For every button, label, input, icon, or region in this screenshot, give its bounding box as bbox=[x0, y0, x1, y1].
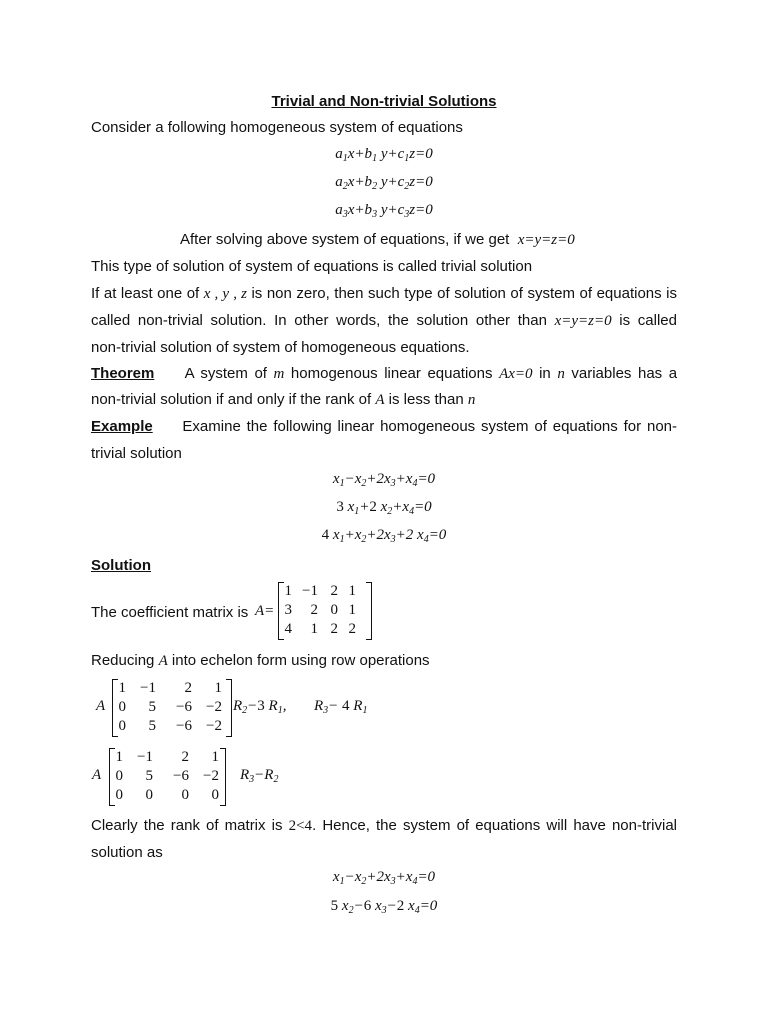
row-operation-1: $R_2-3$ $R_1$, bbox=[233, 698, 287, 716]
example-line-2: trivial solution bbox=[91, 445, 182, 462]
matrix-cell: 5 bbox=[145, 768, 153, 784]
matrix-cell: −6 bbox=[176, 718, 192, 734]
n-variable: n bbox=[557, 366, 565, 382]
matrix-cell: −1 bbox=[302, 583, 318, 599]
matrix-cell: 3 bbox=[284, 602, 292, 618]
solution-as-text: solution as bbox=[91, 844, 163, 861]
matrix-step2 bbox=[109, 748, 226, 806]
matrix-cell: 2 bbox=[310, 602, 318, 618]
trivial-equation-2: x=y=z=0 bbox=[554, 313, 612, 329]
after-solving-text: After solving above system of equations, if we get bbox=[180, 231, 510, 248]
matrix-cell: −2 bbox=[206, 718, 222, 734]
matrix-cell: 0 bbox=[115, 787, 123, 803]
trivial-equation: x=y=z=0 bbox=[517, 232, 575, 248]
example-equation-3: 4 $x_1+x_2+2x_3+2$ $x_4=0$ bbox=[321, 527, 447, 545]
matrix-step1 bbox=[112, 679, 232, 737]
nontrivial-text-2a: called non-trivial solution. In other words, the solution other than bbox=[91, 312, 547, 329]
matrix-cell: −6 bbox=[173, 768, 189, 784]
row-operation-2: $R_3- 4$ $R_1$ bbox=[314, 698, 368, 716]
example-equation-1: $x_1-x_2+2x_3+x_4=0$ bbox=[332, 471, 436, 489]
theorem-line-1 bbox=[91, 365, 677, 383]
a-label-step1: A bbox=[96, 698, 106, 714]
nontrivial-text-1b: is non zero, then such type of solution of system of equations is bbox=[251, 285, 677, 302]
intro-text: Consider a following homogeneous system of equations bbox=[91, 119, 463, 136]
matrix-cell: −1 bbox=[137, 749, 153, 765]
matrix-cell: 1 bbox=[284, 583, 292, 599]
matrix-cell: −2 bbox=[206, 699, 222, 715]
page-title: Trivial and Non-trivial Solutions bbox=[271, 93, 497, 110]
theorem-text-c: in bbox=[539, 365, 551, 382]
n-variable-2: n bbox=[467, 392, 476, 408]
matrix-cell: 0 bbox=[145, 787, 153, 803]
coefficient-text: The coefficient matrix is bbox=[91, 604, 249, 621]
theorem-label: Theorem bbox=[91, 365, 155, 382]
trivial-definition: This type of solution of system of equations is called trivial solution bbox=[91, 258, 533, 275]
matrix-cell: 0 bbox=[211, 787, 219, 803]
matrix-cell: 0 bbox=[118, 718, 126, 734]
matrix-cell: 1 bbox=[348, 602, 356, 618]
matrix-cell: 1 bbox=[115, 749, 123, 765]
clearly-text-b: . Hence, the system of equations will have non-trivial bbox=[312, 817, 677, 834]
example-line-1 bbox=[91, 418, 677, 435]
example-label: Example bbox=[91, 418, 153, 435]
matrix-cell: 2 bbox=[330, 621, 338, 637]
m-variable: m bbox=[273, 366, 285, 382]
example-text: Examine the following linear homogeneous system of equations for non- bbox=[182, 418, 678, 435]
theorem-text-e: non-trivial solution if and only if the rank of bbox=[91, 391, 372, 408]
matrix-cell: 2 bbox=[181, 749, 189, 765]
equation-1: $a_1x+b_1$ $y+c_1z=0$ bbox=[335, 146, 433, 164]
matrix-cell: 1 bbox=[310, 621, 318, 637]
nontrivial-line-1 bbox=[91, 285, 677, 303]
final-equation-1: $x_1-x_2+2x_3+x_4=0$ bbox=[332, 869, 436, 887]
xyz-variables: x , y , z bbox=[203, 286, 247, 302]
nontrivial-text-2b: is called bbox=[619, 312, 677, 329]
reducing-text-b: into echelon form using row operations bbox=[171, 652, 430, 669]
nontrivial-text-1a: If at least one of bbox=[91, 285, 200, 302]
matrix-cell: 2 bbox=[184, 680, 192, 696]
matrix-cell: 0 bbox=[118, 699, 126, 715]
matrix-a bbox=[278, 582, 372, 640]
matrix-cell: 1 bbox=[118, 680, 126, 696]
row-operation-3: $R_3-R_2$ bbox=[240, 767, 279, 785]
matrix-cell: 1 bbox=[211, 749, 219, 765]
equation-2: $a_2x+b_2$ $y+c_2z=0$ bbox=[335, 174, 433, 192]
clearly-text-a: Clearly the rank of matrix is bbox=[91, 817, 283, 834]
theorem-text-a: A system of bbox=[184, 365, 267, 382]
rank-inequality: 2<4 bbox=[288, 818, 313, 834]
reducing-text-a: Reducing bbox=[91, 652, 155, 669]
matrix-cell: −1 bbox=[140, 680, 156, 696]
matrix-cell: 5 bbox=[148, 718, 156, 734]
theorem-text-d: variables has a bbox=[571, 365, 678, 382]
theorem-text-f: is less than bbox=[388, 391, 464, 408]
final-equation-2: 5 $x_2-6$ $x_3-2$ $x_4=0$ bbox=[330, 898, 438, 916]
after-solving-line bbox=[180, 231, 575, 249]
matrix-cell: 0 bbox=[330, 602, 338, 618]
a-variable-2: A bbox=[158, 653, 168, 669]
a-label-step2: A bbox=[92, 767, 102, 783]
matrix-cell: 1 bbox=[348, 583, 356, 599]
matrix-cell: 0 bbox=[181, 787, 189, 803]
matrix-cell: 4 bbox=[284, 621, 292, 637]
equation-3: $a_3x+b_3$ $y+c_3z=0$ bbox=[335, 202, 433, 220]
matrix-cell: −6 bbox=[176, 699, 192, 715]
ax-equation: Ax=0 bbox=[499, 366, 533, 382]
matrix-cell: 2 bbox=[348, 621, 356, 637]
solution-label: Solution bbox=[91, 557, 151, 574]
matrix-cell: 5 bbox=[148, 699, 156, 715]
a-variable: A bbox=[375, 392, 385, 408]
example-equation-2: 3 $x_1+2$ $x_2+x_4=0$ bbox=[336, 499, 432, 517]
nontrivial-line-3: non-trivial solution of system of homogeneous equations. bbox=[91, 339, 470, 356]
a-equals: A= bbox=[255, 603, 275, 619]
reducing-line bbox=[91, 652, 677, 670]
nontrivial-line-2 bbox=[91, 312, 677, 330]
matrix-cell: 1 bbox=[214, 680, 222, 696]
theorem-text-b: homogenous linear equations bbox=[290, 365, 493, 382]
matrix-cell: −2 bbox=[203, 768, 219, 784]
clearly-line bbox=[91, 817, 677, 835]
matrix-cell: 2 bbox=[330, 583, 338, 599]
theorem-line-2 bbox=[91, 391, 677, 409]
matrix-cell: 0 bbox=[115, 768, 123, 784]
